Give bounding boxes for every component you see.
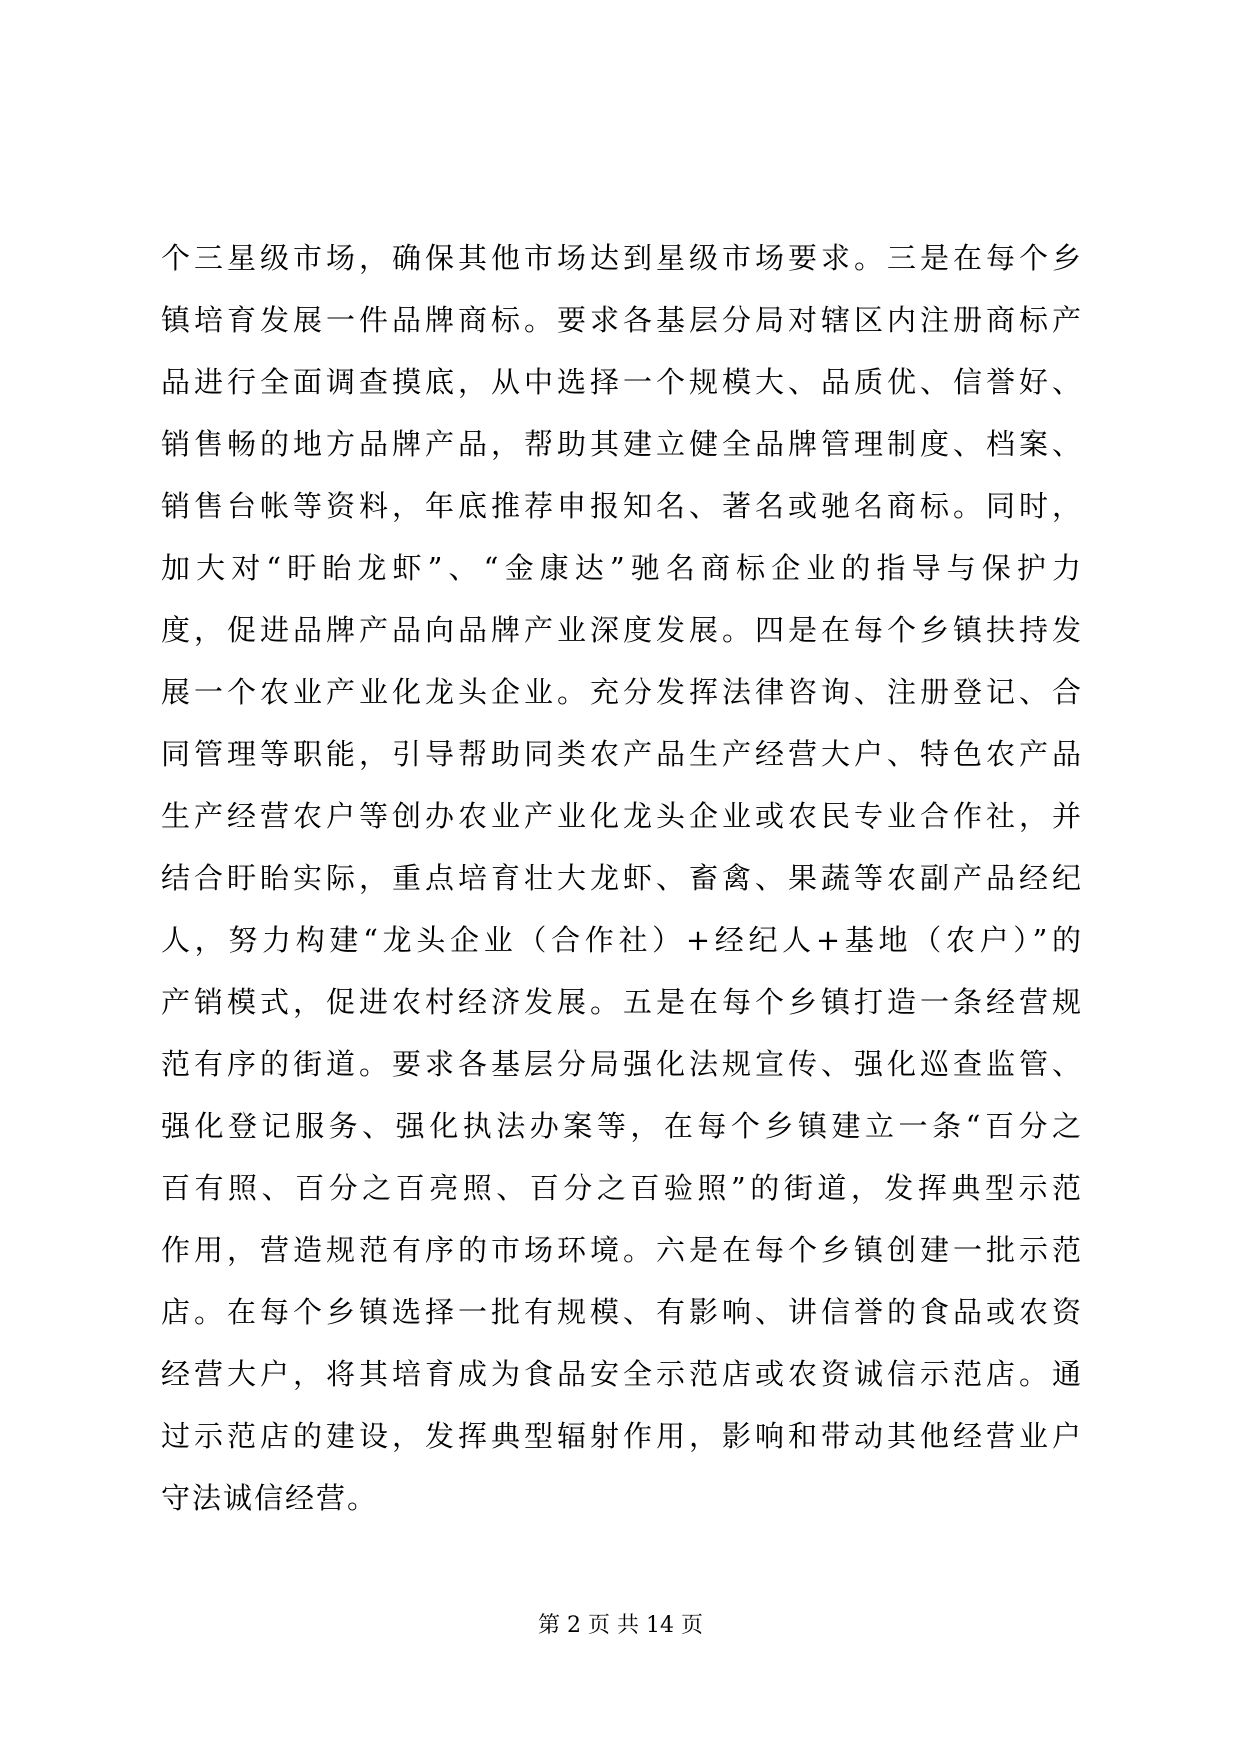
text-line: 作用，营造规范有序的市场环境。六是在每个乡镇创建一批示范 [161,1233,1081,1267]
text-line: 范有序的街道。要求各基层分局强化法规宣传、强化巡查监管、 [161,1047,1081,1081]
body-paragraph [161,227,1081,1529]
text-line: 过示范店的建设，发挥典型辐射作用，影响和带动其他经营业户 [161,1419,1081,1453]
text-line: 店。在每个乡镇选择一批有规模、有影响、讲信誉的食品或农资 [161,1295,1081,1329]
page-number-footer: 第 2 页 共 14 页 [538,1613,703,1638]
text-line: 销售畅的地方品牌产品，帮助其建立健全品牌管理制度、档案、 [161,427,1081,461]
text-line: 品进行全面调查摸底，从中选择一个规模大、品质优、信誉好、 [161,365,1081,399]
text-line: 加大对“盱眙龙虾”、“金康达”驰名商标企业的指导与保护力 [161,551,1081,585]
text-line: 镇培育发展一件品牌商标。要求各基层分局对辖区内注册商标产 [161,303,1081,337]
text-line: 生产经营农户等创办农业产业化龙头企业或农民专业合作社，并 [161,799,1081,833]
text-line: 度，促进品牌产品向品牌产业深度发展。四是在每个乡镇扶持发 [161,613,1081,647]
text-line-last: 守法诚信经营。 [161,1481,379,1515]
text-line: 个三星级市场，确保其他市场达到星级市场要求。三是在每个乡 [161,241,1081,275]
text-line: 强化登记服务、强化执法办案等，在每个乡镇建立一条“百分之 [161,1109,1081,1143]
text-line: 结合盱眙实际，重点培育壮大龙虾、畜禽、果蔬等农副产品经纪 [161,861,1081,895]
text-line: 人，努力构建“龙头企业（合作社）+经纪人+基地（农户）”的 [161,923,1081,957]
text-line: 同管理等职能，引导帮助同类农产品生产经营大户、特色农产品 [161,737,1081,771]
text-line: 百有照、百分之百亮照、百分之百验照”的街道，发挥典型示范 [161,1171,1081,1205]
text-line: 展一个农业产业化龙头企业。充分发挥法律咨询、注册登记、合 [161,675,1081,709]
text-line: 销售台帐等资料，年底推荐申报知名、著名或驰名商标。同时， [161,489,1081,523]
text-line: 经营大户，将其培育成为食品安全示范店或农资诚信示范店。通 [161,1357,1081,1391]
text-line: 产销模式，促进农村经济发展。五是在每个乡镇打造一条经营规 [161,985,1081,1019]
